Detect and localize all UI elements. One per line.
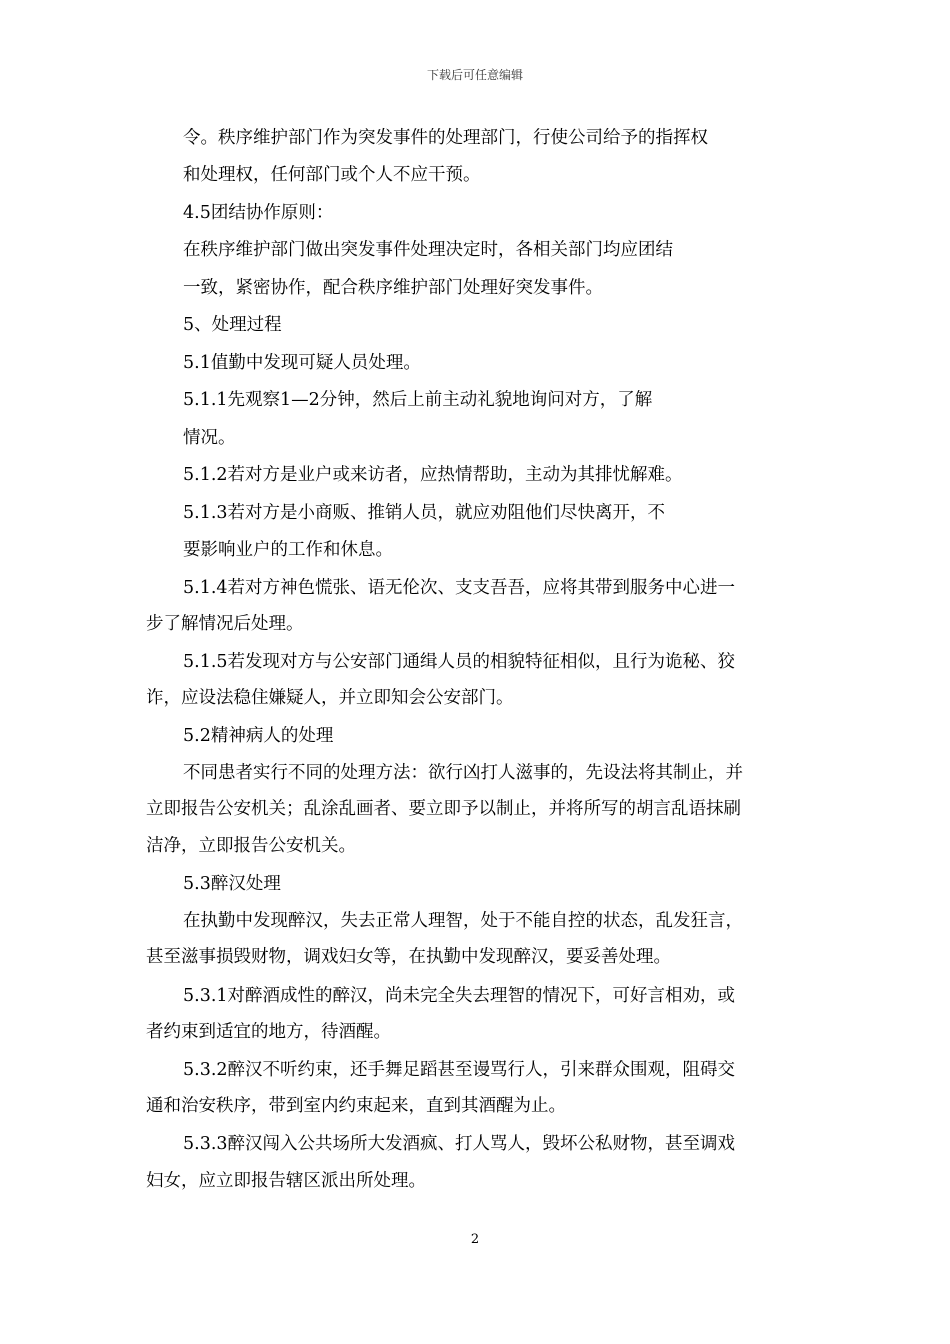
text-line: 者约束到适宜的地方，待酒醒。: [146, 1022, 391, 1042]
text-line: 立即报告公安机关；乱涂乱画者、要立即予以制止，并将所写的胡言乱语抹刷: [146, 799, 741, 819]
page-header: 下载后可任意编辑: [426, 68, 523, 82]
text-line: 5.3.2醉汉不听约束，还手舞足蹈甚至谩骂行人，引来群众围观，阻碍交: [183, 1060, 736, 1080]
text-line: 在秩序维护部门做出突发事件处理决定时，各相关部门均应团结: [183, 240, 673, 260]
text-line: 令。秩序维护部门作为突发事件的处理部门，行使公司给予的指挥权: [183, 128, 708, 148]
text-line: 5.2精神病人的处理: [183, 726, 334, 746]
text-line: 甚至滋事损毁财物，调戏妇女等，在执勤中发现醉汉，要妥善处理。: [146, 947, 671, 967]
text-line: 在执勤中发现醉汉，失去正常人理智，处于不能自控的状态，乱发狂言，: [183, 911, 743, 931]
text-line: 5.1值勤中发现可疑人员处理。: [183, 353, 421, 373]
text-line: 一致，紧密协作，配合秩序维护部门处理好突发事件。: [183, 278, 603, 298]
text-line: 5.3.1对醉酒成性的醉汉，尚未完全失去理智的情况下，可好言相劝，或: [183, 986, 736, 1006]
text-line: 和处理权，任何部门或个人不应干预。: [183, 165, 481, 185]
text-line: 5.1.1先观察1—2分钟，然后上前主动礼貌地询问对方，了解: [183, 390, 653, 410]
text-line: 步了解情况后处理。: [146, 614, 304, 634]
section-heading: 5、处理过程: [183, 315, 282, 335]
text-line: 诈，应设法稳住嫌疑人，并立即知会公安部门。: [146, 688, 514, 708]
text-line: 不同患者实行不同的处理方法：欲行凶打人滋事的，先设法将其制止，并: [183, 763, 743, 783]
text-line: 妇女，应立即报告辖区派出所处理。: [146, 1171, 426, 1191]
text-line: 5.1.5若发现对方与公安部门通缉人员的相貌特征相似，且行为诡秘、狡: [183, 652, 736, 672]
text-line: 5.3.3醉汉闯入公共场所大发酒疯、打人骂人，毁坏公私财物，甚至调戏: [183, 1134, 736, 1154]
text-line: 要影响业户的工作和休息。: [183, 540, 393, 560]
text-line: 5.1.2若对方是业户或来访者，应热情帮助，主动为其排忧解难。: [183, 465, 683, 485]
text-line: 4.5团结协作原则：: [183, 203, 334, 223]
text-line: 通和治安秩序，带到室内约束起来，直到其酒醒为止。: [146, 1096, 566, 1116]
text-line: 洁净，立即报告公安机关。: [146, 836, 356, 856]
text-line: 5.3醉汉处理: [183, 874, 281, 894]
text-line: 5.1.3若对方是小商贩、推销人员，就应劝阻他们尽快离开，不: [183, 503, 666, 523]
text-line: 5.1.4若对方神色慌张、语无伦次、支支吾吾，应将其带到服务中心进一: [183, 578, 736, 598]
page-number: 2: [470, 1232, 480, 1247]
text-line: 情况。: [183, 428, 236, 448]
